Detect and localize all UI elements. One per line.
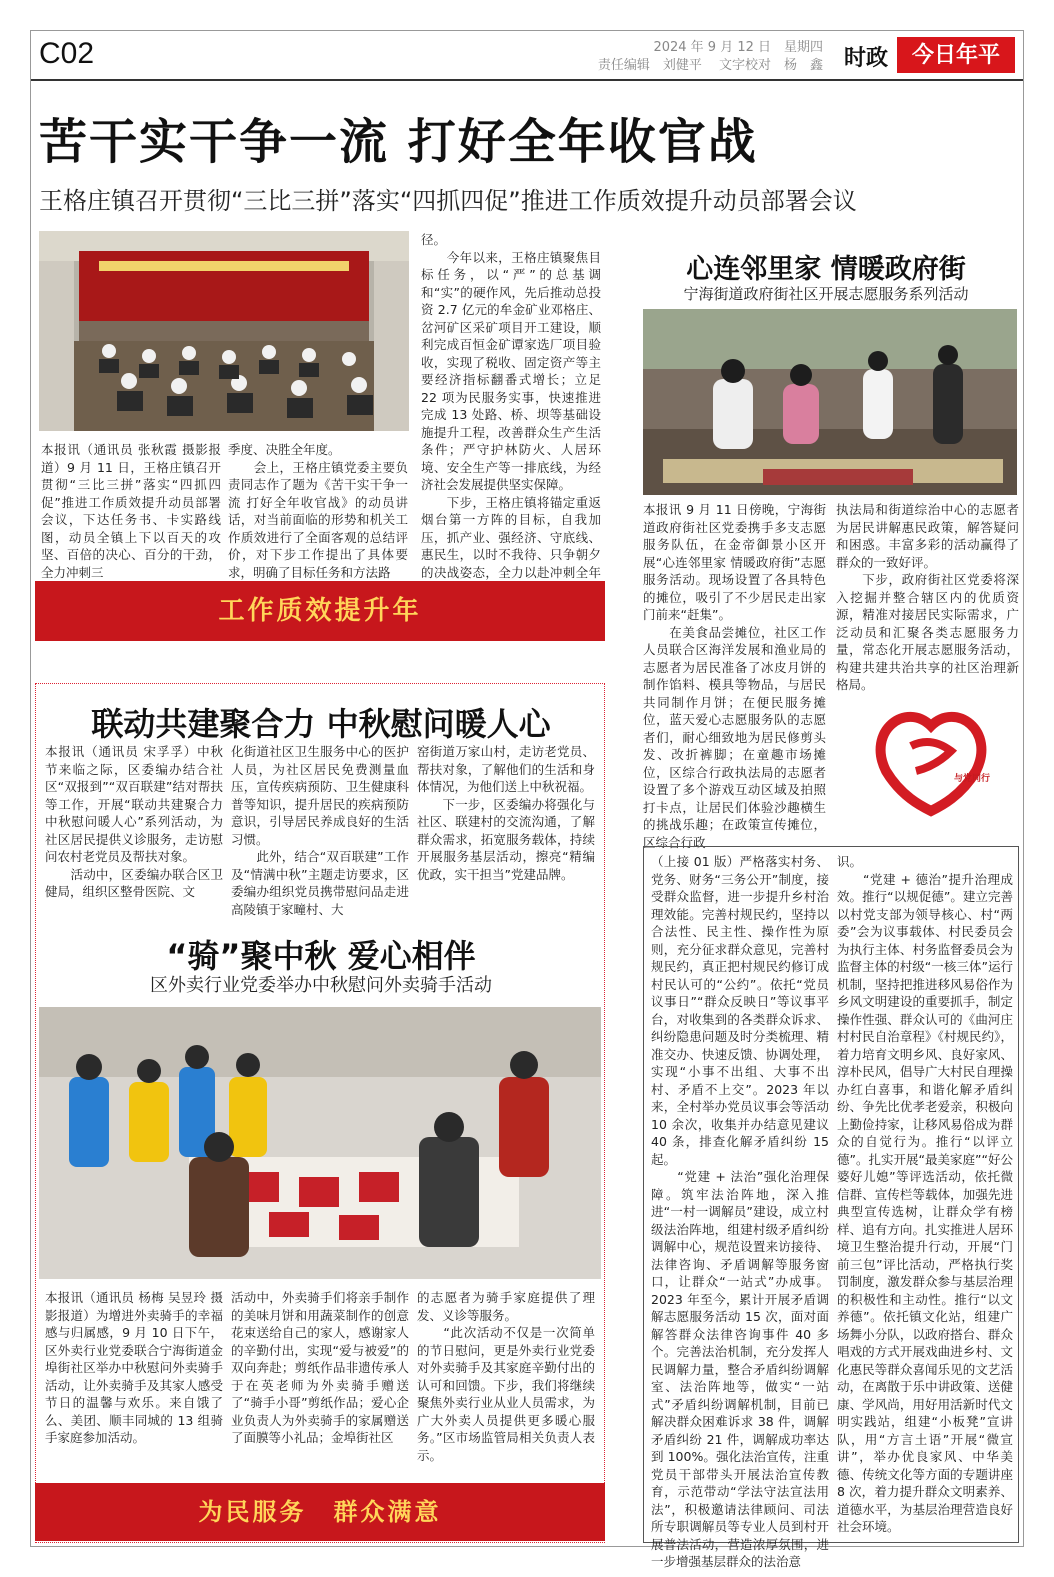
continued-col-1: （上接 01 版）严格落实村务、党务、财务“三务公开”制度，接受群众监督，进一步提升乡村治理效能。完善村规民约，坚持以合法性、民主性、操作性为原则，充分征求群众意见，完善村规民约，真正把村规民约修订成村民认可的“公约”。依托“党员议事日”“群众反映日”等议事平台，对收集到的各类群众诉求、纠纷隐患问题及时分类梳理、精准交办、快速反馈、协调处理，实现“小事不出组、大事不出村、矛盾不上交”。2023 年以来，全村举办党员议事会等活动 10 余次，收集并办结意见建议 40 条，排查化解矛盾纠纷 15 起。 “党建 + 法治”强化治理保障。筑牢法治阵地，深入推进“一村一调解员”建设，成立村级法治阵地，组建村级矛盾纠纷调解中心，规范设置来访接待、法律咨询、矛盾调解等服务窗口，让群众“一站式”办成事。2023 年至今，累计开展矛盾调解志愿服务活动 15 次，面对面解答群众法律咨询事件 40 多个。完善法治机制，充分发挥人民调解力量，整合矛盾纠纷调解室、法治阵地等，做实“一站式”矛盾纠纷调解机制，目前已解决群众困难诉求 38 件，调解矛盾纠纷 21 件，调解成功率达到 100%。强化法治宣传，注重党员干部带头开展法治宣传教育，示范带动“学法守法宣法用法”，积极邀请法律顾问、司法所专职调解员等专业人员到村开展普法活动，营造浓厚氛围，进一步增强基层群众的法治意 bbox=[651, 854, 829, 1569]
party-emblem bbox=[856, 691, 1006, 821]
rider-headline: “骑”聚中秋 爱心相伴 bbox=[166, 937, 476, 975]
lead-col-2: 季度、决胜全年度。 会上，王格庄镇党委主要负责同志作了题为《苦干实干争一流 打好全年收官战》的动员讲话，对当前面临的形势和机关工作质效进行了全面客观的总结评价，对下步工作提出了具体要求，明确了目标任务和方法路 bbox=[228, 442, 408, 580]
rider-col-2: 活动中，外卖骑手们将亲手制作的美味月饼和用蔬菜制作的创意花束送给自己的家人，感谢家人的辛勤付出，实现“爱与被爱”的双向奔赴；剪纸作品非遗传承人于在英老师为外卖骑手赠送了“骑手小哥”剪纸作品；爱心企业负责人为外卖骑手的家属赠送了面膜等小礼品；金埠街社区 bbox=[231, 1290, 409, 1445]
page-code: C02 bbox=[39, 37, 95, 70]
header-info bbox=[598, 39, 823, 75]
newspaper-page bbox=[30, 30, 1024, 1569]
rider-col-1: 本报讯（通讯员 杨梅 吴昱玲 摄影报道）为增进外卖骑手的幸福感与归属感，9 月 10 日下午，区外卖行业党委联合宁海街道金埠街社区举办中秋慰问外卖骑手活动，让外卖骑手及其家人感受节日的温馨与欢乐。来自饿了么、美团、顺丰同城的 13 组骑手家庭参加活动。 bbox=[45, 1290, 223, 1445]
right-col-1: 本报讯 9 月 11 日傍晚，宁海街道政府街社区党委携手多支志愿服务队伍，在金帝御景小区开展“心连邻里家 情暖政府街”志愿服务活动。现场设置了各具特色的摊位，吸引了不少居民走出家门前来“赶集”。 在美食品尝摊位，社区工作人员联合区海洋发展和渔业局的志愿者为居民准备了冰皮月饼的制作馅料、模具等物品，与居民共同制作月饼；在便民服务摊位，蓝天爱心志愿服务队的志愿者们，耐心细致地为居民修剪头发、改折裤脚；在童趣市场摊位，区综合行政执法局的志愿者设置了多个游戏互动区域及拍照打卡点，让居民们体验沙趣横生的挑战乐趣；在政策宣传摊位，区综合行政 bbox=[643, 502, 826, 850]
continued-col-2: 识。 “党建 + 德治”提升治理成效。推行“以规促德”。建立完善以村党支部为领导核心、村“两委”会为议事载体、村民委员会为执行主体、村务监督委员会为监督主体的村级“一核三体”运行机制，坚持把推进移风易俗作为乡风文明建设的重要抓手，制定操作性强、群众认可的《曲河庄村村民自治章程》《村规民约》，着力培育文明乡风、良好家风、淳朴民风，倡导广大村民自理操办红白喜事，和谐化解矛盾纠纷、争先比优孝老爱亲，积极向上勤俭持家，让移风易俗成为群众的自觉行为。推行“以评立德”。扎实开展“最美家庭”“好公婆好儿媳”等评选活动，依托微信群、宣传栏等载体，加强先进典型宣传选树，让群众学有榜样、追有方向。扎实推进人居环境卫生整治提升行动，开展“门前三包”评比活动，严格执行奖罚制度，激发群众参与基层治理的积极性和主动性。推行“以文养德”。依托镇文化站，组建广场舞小分队，以政府搭台、群众唱戏的方式开展戏曲进乡村、文化惠民等群众喜闻乐见的文艺活动，在离散于乐中讲政策、送健康、学风尚，用好用活新时代文明实践站，组建“小板凳”宣讲队，用“方言土语”开展“微宣讲”，举办优良家风、中华美德、传统文化等方面的专题讲座 8 次，着力提升群众文明素养、道德水平，为基层治理营造良好社会环境。 bbox=[837, 854, 1013, 1534]
linkage-col-1: 本报讯（通讯员 宋孚孚）中秋节来临之际，区委编办结合社区“双报到”“双百联建”结对帮扶等工作，开展“联动共建聚合力 中秋慰问暖人心”系列活动，为社区居民提供义诊服务，走访慰问农村老党员及帮扶对象。 活动中，区委编办联合区卫健局，组织区整骨医院、文 bbox=[45, 744, 223, 899]
service-banner: 为民服务 群众满意 bbox=[35, 1483, 605, 1541]
rider-photo bbox=[39, 1007, 601, 1279]
rider-subheadline: 区外卖行业党委举办中秋慰问外卖骑手活动 bbox=[150, 975, 492, 996]
newspaper-logo: 今日年平 bbox=[897, 37, 1015, 73]
lead-col-3: 径。 今年以来，王格庄镇聚焦目标任务，以“严”的总基调和“实”的硬作风，先后推动总投资 2.7 亿元的牟金矿业邓格庄、岔河矿区采矿项目开工建设，顺利完成百恒金矿谭家选厂项目验收，实现了税收、固定资产等主要经济指标翻番式增长；立足 22 项为民服务实事，快速推进完成 13 处路、桥、坝等基础设施提升工程，改善群众生产生活条件；严守护林防火、人居环境、安全生产等一排底线，为经济社会发展提供坚实保障。 下步，王格庄镇将锚定重返烟台第一方阵的目标，自我加压，抓产业、强经济、守底线、惠民生，以时不我待、只争朝夕的决战姿态，全力以赴冲刺全年 bbox=[421, 232, 601, 580]
editor-credits: 责任编辑 刘健平 文字校对 杨 鑫 bbox=[597, 58, 823, 73]
column-name: 时政 bbox=[843, 46, 888, 71]
right-subheadline: 宁海街道政府街社区开展志愿服务系列活动 bbox=[683, 285, 969, 303]
header-rule bbox=[31, 79, 1023, 81]
rider-col-3: 的志愿者为骑手家庭提供了理发、义诊等服务。 “此次活动不仅是一次简单的节日慰问，更是外卖行业党委对外卖骑手及其家庭辛勤付出的认可和回馈。下步，我们将继续聚焦外卖行业从业人员需求，为广大外卖人员提供更多暖心服务。”区市场监管局相关负责人表示。 bbox=[417, 1290, 595, 1463]
linkage-col-3: 窑街道万家山村，走访老党员、帮扶对象，了解他们的生活和身体情况，为他们送上中秋祝福。 下一步，区委编办将强化与社区、联建村的交流沟通，了解群众需求，拓宽服务载体，持续开展服务基层活动，擦亮“精编优政，实干担当”党建品牌。 bbox=[417, 744, 595, 882]
lead-headline: 苦干实干争一流 打好全年收官战 bbox=[39, 114, 758, 170]
lead-col-1: 本报讯（通讯员 张秋霞 摄影报道）9 月 11 日，王格庄镇召开贯彻“三比三拼”落实“四抓四促”推进工作质效提升动员部署会议，下达任务书、卡实路线图，动员全镇上下以百天的攻坚、百倍的决心、百分的干劲，全力冲刺三 bbox=[41, 442, 221, 580]
meeting-photo bbox=[39, 231, 409, 431]
right-headline: 心连邻里家 情暖政府街 bbox=[686, 254, 966, 285]
issue-date: 2024 年 9 月 12 日 星期四 bbox=[653, 40, 823, 55]
svg-text:与党同行: 与党同行 bbox=[954, 774, 991, 784]
volunteer-photo bbox=[643, 309, 1017, 495]
lead-banner: 工作质效提升年 bbox=[35, 581, 605, 641]
rider-photo-illustration bbox=[39, 1007, 601, 1279]
lead-subheadline: 王格庄镇召开贯彻“三比三拼”落实“四抓四促”推进工作质效提升动员部署会议 bbox=[39, 187, 857, 215]
linkage-headline: 联动共建聚合力 中秋慰问暖人心 bbox=[91, 705, 551, 743]
party-emblem-graphic bbox=[856, 691, 1006, 821]
volunteer-photo-illustration bbox=[643, 309, 1017, 495]
right-col-2: 执法局和街道综治中心的志愿者为居民讲解惠民政策，解答疑问和困惑。丰富多彩的活动赢得了群众的一致好评。 下步，政府街社区党委将深入挖掘并整合辖区内的优质资源，精准对接居民实际需求，广泛动员和汇聚各类志愿服务力量，常态化开展志愿服务活动，构建共建共治共享的社区治理新格局。 bbox=[836, 502, 1019, 692]
meeting-photo-illustration bbox=[39, 231, 409, 431]
linkage-col-2: 化街道社区卫生服务中心的医护人员，为社区居民免费测量血压，宣传疾病预防、卫生健康科普等知识，提升居民的疾病预防意识，引导居民养成良好的生活习惯。 此外，结合“双百联建”工作及“情满中秋”主题走访要求，区委编办组织党员携带慰问品走进高陵镇于家疃村、大 bbox=[231, 744, 409, 917]
